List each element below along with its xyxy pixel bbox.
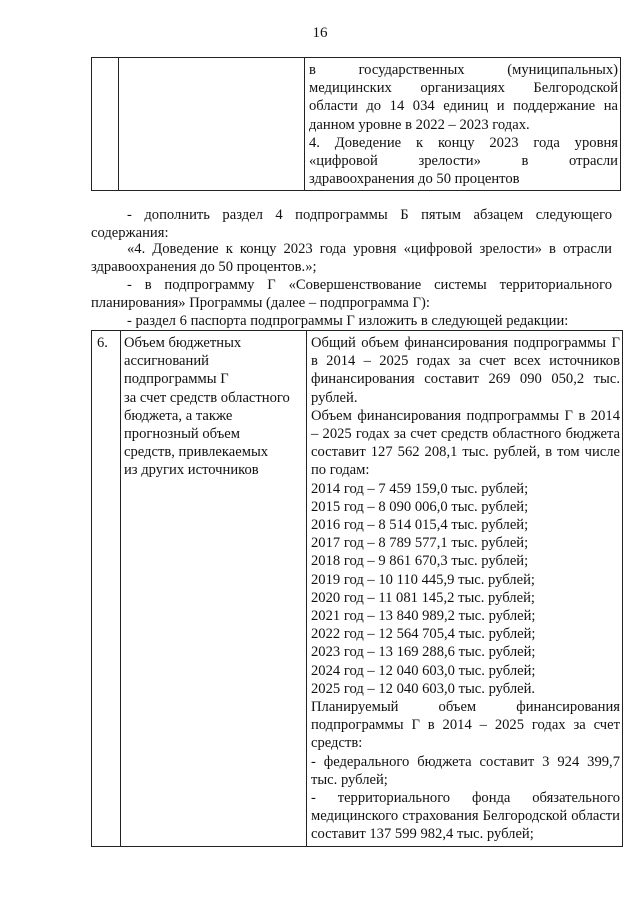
paragraph-add-section: - дополнить раздел 4 подпрограммы Б пятым абзацем следующего содержания: bbox=[91, 207, 612, 242]
label-line: ассигнований bbox=[124, 353, 209, 370]
year-line: 2016 год – 8 514 015,4 тыс. рублей; bbox=[311, 517, 529, 534]
text-line: области до 14 034 единиц и поддержание на bbox=[309, 98, 618, 115]
federal-budget-text: - федерального бюджета составит 3 924 399,7 тыс. рублей; bbox=[311, 753, 620, 788]
text-line: «цифровой зрелости» в отрасли bbox=[309, 153, 618, 170]
total-financing-text: Общий объем финансирования подпрограммы Г в 2014 – 2025 годах за счет всех источников финансирования составит 269 090 050,2 тыс. рублей. bbox=[311, 335, 620, 406]
year-line: 2024 год – 12 040 603,0 тыс. рублей; bbox=[311, 662, 536, 679]
row-number: 6. bbox=[92, 331, 121, 847]
text-line: 4. Доведение к концу 2023 года уровня bbox=[309, 134, 618, 151]
paragraph-subprogram: - в подпрограмму Г «Совершенствование системы территориального планирования» Программы (далее – подпрограмма Г): bbox=[91, 277, 612, 312]
year-line: 2022 год – 12 564 705,4 тыс. рублей; bbox=[311, 626, 536, 643]
text-line: здравоохранения до 50 процентов bbox=[309, 171, 520, 188]
label-line: бюджета, а также bbox=[124, 407, 233, 424]
label-line: за счет средств областного bbox=[124, 389, 290, 406]
regional-financing-text: Объем финансирования подпрограммы Г в 2014 – 2025 годах за счет средств областного бюджета составит 127 562 208,1 тыс. рублей, в том числе по годам: bbox=[311, 407, 620, 479]
label-line: подпрограммы Г bbox=[124, 371, 229, 388]
label-line: средств, привлекаемых bbox=[124, 444, 269, 461]
year-line: 2019 год – 10 110 445,9 тыс. рублей; bbox=[311, 571, 535, 588]
row-content bbox=[307, 331, 623, 847]
label-line: Объем бюджетных bbox=[124, 335, 242, 351]
text-line: в государственных (муниципальных) bbox=[309, 62, 618, 78]
year-line: 2025 год – 12 040 603,0 тыс. рублей. bbox=[311, 680, 536, 697]
territorial-fund-text: - территориального фонда обязательного медицинского страхования Белгородской области составит 137 599 982,4 тыс. рублей; bbox=[311, 790, 620, 843]
year-line: 2020 год – 11 081 145,2 тыс. рублей; bbox=[311, 589, 535, 606]
year-line: 2018 год – 9 861 670,3 тыс. рублей; bbox=[311, 553, 529, 570]
passport-table bbox=[91, 330, 623, 847]
year-line: 2017 год – 8 789 577,1 тыс. рублей; bbox=[311, 535, 529, 552]
text-line: медицинских организациях Белгородской bbox=[309, 80, 618, 97]
paragraph-quote: «4. Доведение к концу 2023 года уровня «цифровой зрелости» в отрасли здравоохранения до 50 процентов.»; bbox=[91, 241, 612, 276]
planned-financing-text: Планируемый объем финансирования подпрограммы Г в 2014 – 2025 годах за счет средств: bbox=[311, 699, 620, 752]
paragraph-section6: - раздел 6 паспорта подпрограммы Г изложить в следующей редакции: bbox=[127, 313, 569, 329]
label-line: прогнозный объем bbox=[124, 426, 240, 443]
year-line: 2015 год – 8 090 006,0 тыс. рублей; bbox=[311, 498, 529, 515]
row-label bbox=[121, 331, 307, 847]
text-line: данном уровне в 2022 – 2023 годах. bbox=[309, 116, 530, 133]
label-line: из других источников bbox=[124, 462, 259, 479]
page-number: 16 bbox=[312, 25, 328, 41]
year-line: 2023 год – 13 169 288,6 тыс. рублей; bbox=[311, 644, 536, 661]
table-cell-number bbox=[92, 58, 119, 191]
continued-table bbox=[91, 57, 621, 191]
year-line: 2014 год – 7 459 159,0 тыс. рублей; bbox=[311, 480, 529, 497]
table-cell-content bbox=[305, 58, 621, 191]
year-line: 2021 год – 13 840 989,2 тыс. рублей; bbox=[311, 608, 536, 625]
table-cell-label bbox=[119, 58, 305, 191]
